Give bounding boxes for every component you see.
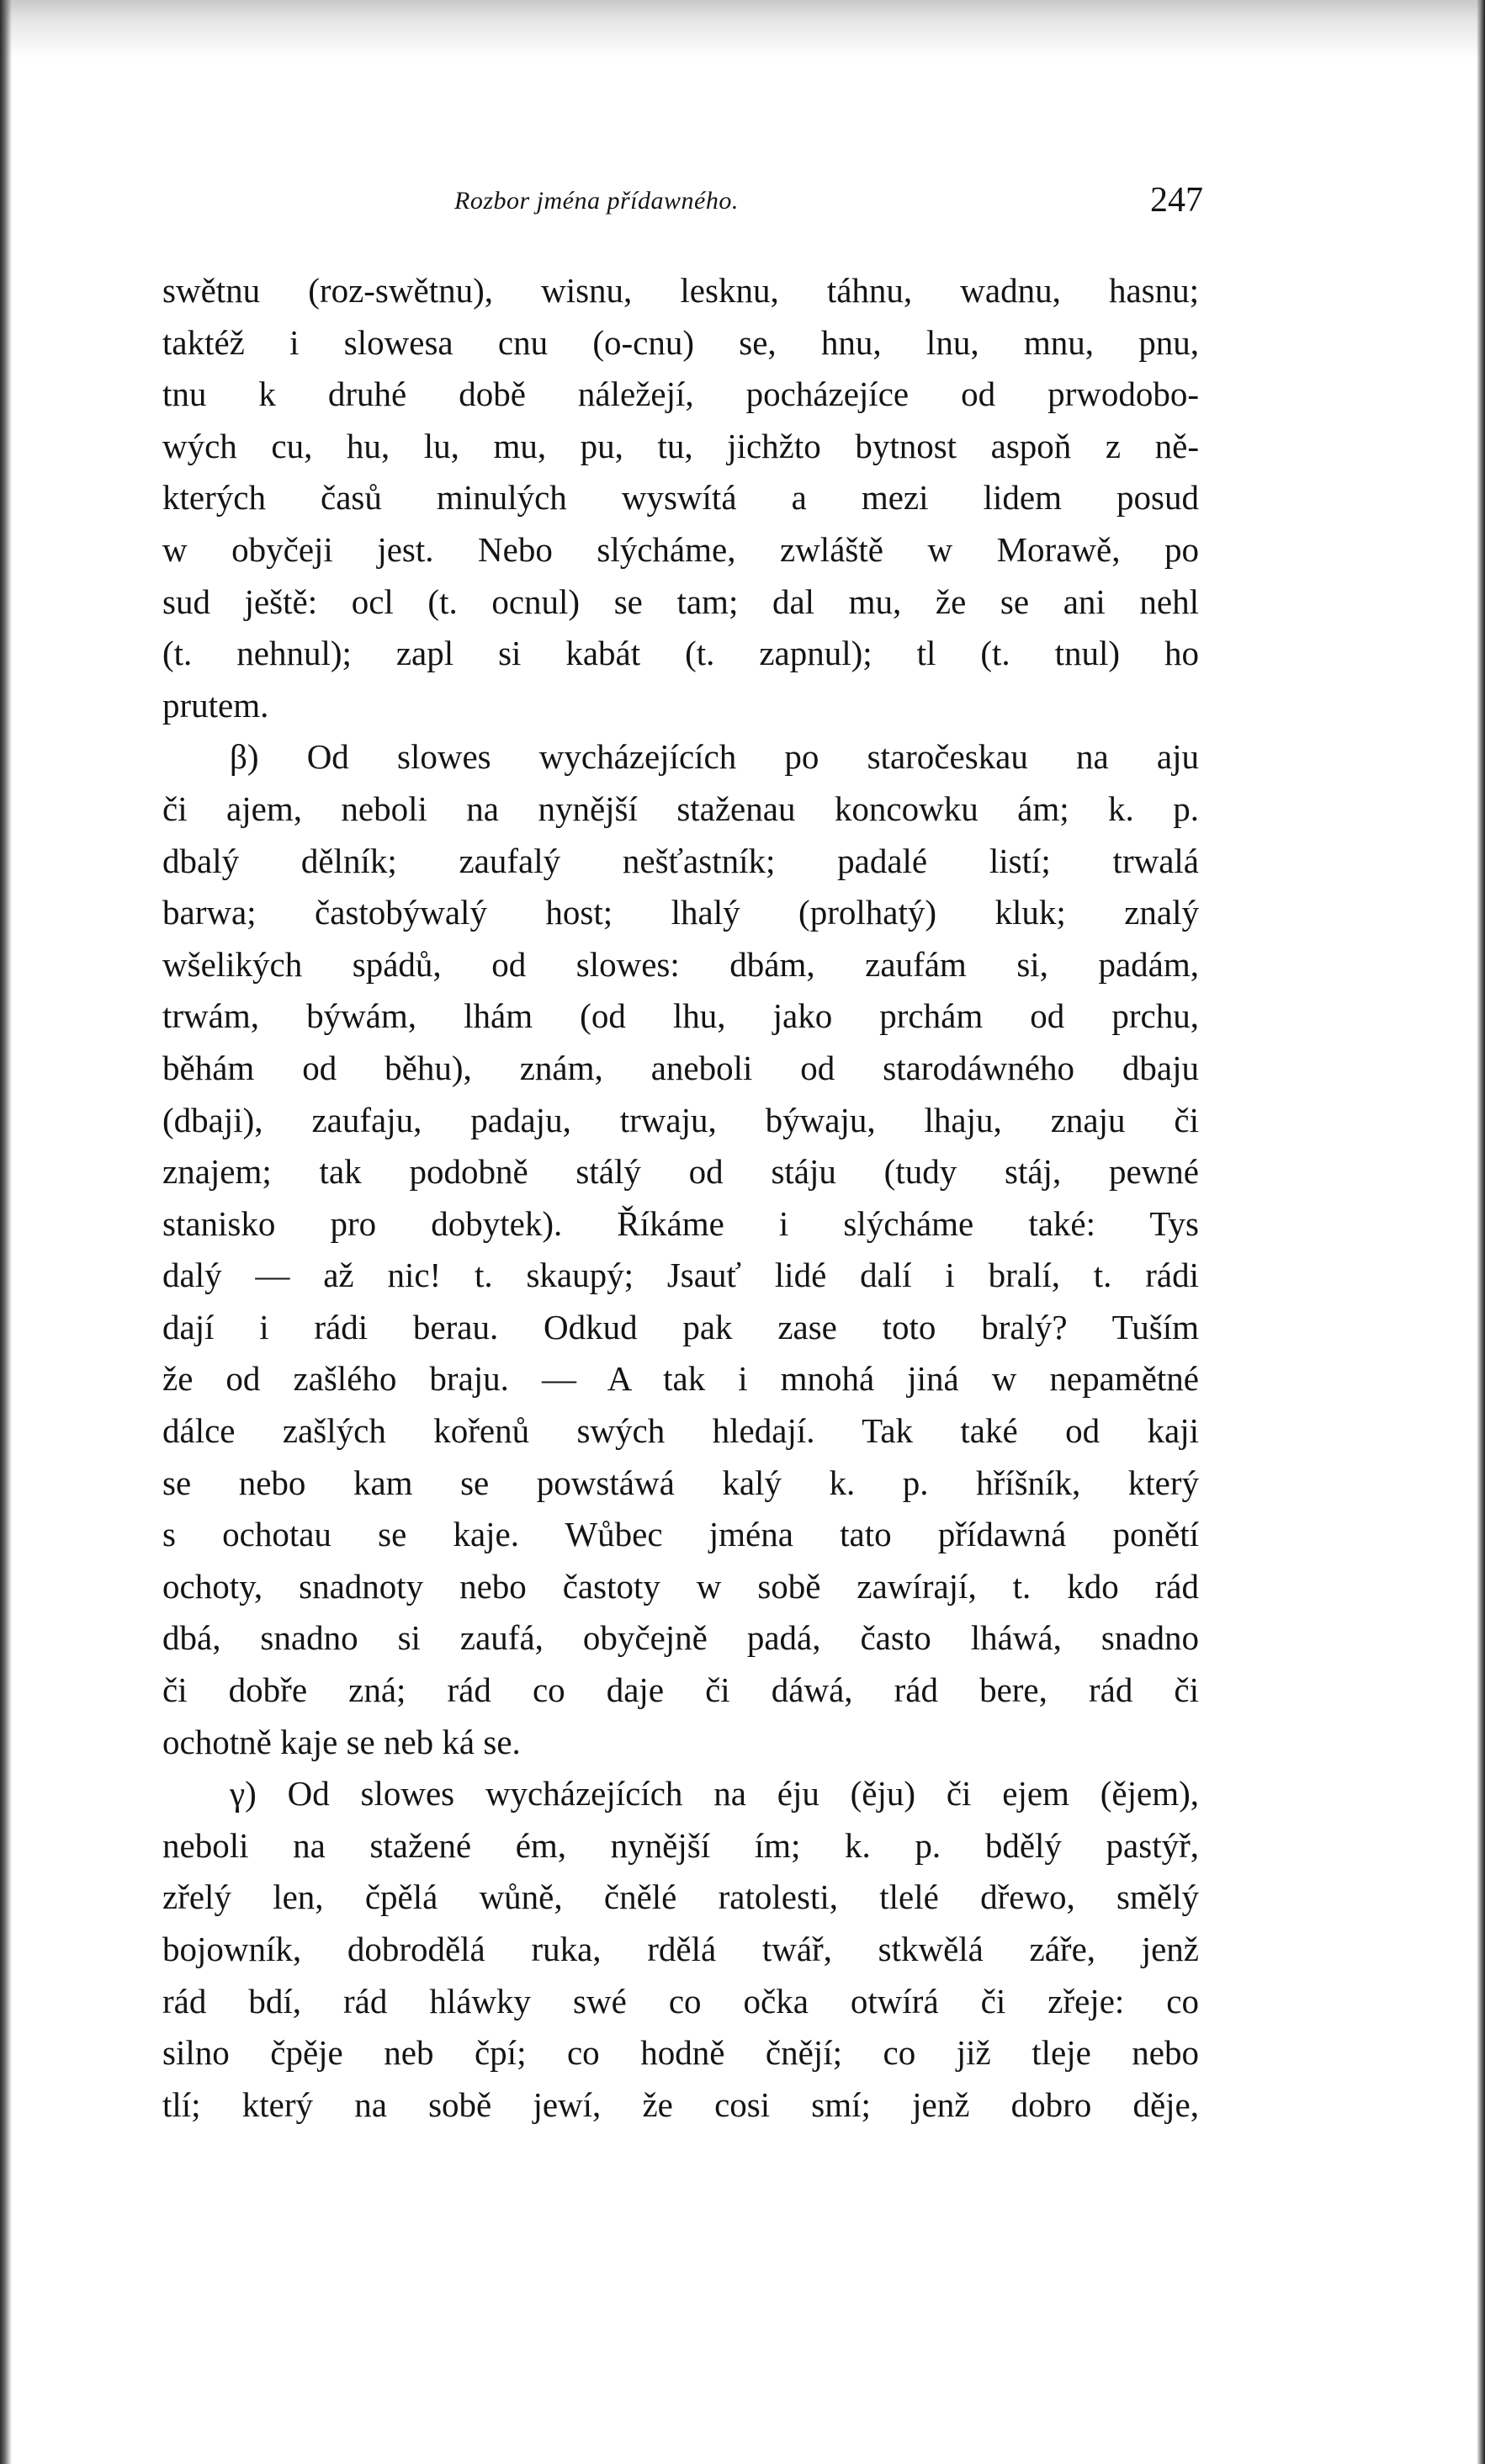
scan-left-edge (0, 0, 12, 2464)
text-line: bojowník, dobrodělá ruka, rdělá twář, stkwělá záře, jenž (162, 1930, 1199, 1968)
text-line: trwám, býwám, lhám (od lhu, jako prchám od prchu, (162, 996, 1199, 1036)
text-line: sud ještě: ocl (t. ocnul) se tam; dal mu, že se ani nehl (162, 581, 1199, 621)
text-line: (t. nehnul); zapl si kabát (t. zapnul); tl (t. tnul) ho (162, 634, 1199, 673)
text-line: že od zašlého braju. — A tak i mnohá jiná w nepamětné (162, 1359, 1199, 1399)
text-line: dálce zašlých kořenů swých hledají. Tak také od kaji (162, 1411, 1199, 1451)
text-line: dalý — až nic! t. skaupý; Jsauť lidé dalí i bralí, t. rádi (162, 1256, 1199, 1295)
text-line: neboli na stažené ém, nynější ím; k. p. bdělý pastýř, (162, 1825, 1199, 1865)
text-line: β) Od slowes wycházejících po staročeskau na aju (230, 737, 1199, 777)
text-line: dbalý dělník; zaufalý nešťastník; padalé listí; trwalá (162, 841, 1199, 880)
text-line: (dbaji), zaufaju, padaju, trwaju, býwaju, lhaju, znaju či (162, 1100, 1199, 1139)
text-line: s ochotau se kaje. Wůbec jména tato přídawná ponětí (162, 1515, 1199, 1554)
text-line: barwa; častobýwalý host; lhalý (prolhatý) kluk; znalý (162, 893, 1199, 932)
text-line: či dobře zná; rád co daje či dáwá, rád bere, rád či (162, 1670, 1199, 1710)
text-line: kterých časů minulých wyswítá a mezi lidem posud (162, 478, 1199, 518)
text-line: dbá, snadno si zaufá, obyčejně padá, často lháwá, snadno (162, 1618, 1199, 1658)
body-text (162, 265, 1199, 2131)
text-line: silno čpěje neb čpí; co hodně čnějí; co již tleje nebo (162, 2033, 1199, 2073)
scan-top-shadow (0, 0, 1485, 59)
scan-right-edge (1477, 0, 1485, 2464)
text-line: zřelý len, čpělá wůně, čnělé ratolesti, tlelé dřewo, smělý (162, 1877, 1199, 1917)
text-line: ochoty, snadnoty nebo častoty w sobě zawírají, t. kdo rád (162, 1566, 1199, 1606)
text-line: γ) Od slowes wycházejících na éju (ěju) či ejem (ějem), (230, 1774, 1199, 1813)
text-line: rád bdí, rád hláwky swé co očka otwírá či zřeje: co (162, 1981, 1199, 2021)
text-line: tlí; který na sobě jewí, že cosi smí; jenž dobro děje, (162, 2084, 1199, 2124)
text-line: w obyčeji jest. Nebo slýcháme, zwláště w Morawě, po (162, 529, 1199, 569)
text-line: ochotně kaje se neb ká se. (162, 1722, 521, 1761)
text-line: wých cu, hu, lu, mu, pu, tu, jichžto bytnost aspoň z ně- (162, 426, 1199, 465)
text-line: či ajem, neboli na nynější staženau koncowku ám; k. p. (162, 789, 1199, 828)
text-line: znajem; tak podobně stálý od stáju (tudy stáj, pewné (162, 1152, 1199, 1192)
text-line: se nebo kam se powstáwá kalý k. p. hříšník, který (162, 1463, 1199, 1502)
text-line: prutem. (162, 685, 269, 725)
running-head: Rozbor jména přídawného. (454, 187, 739, 215)
text-line: dají i rádi berau. Odkud pak zase toto bralý? Tuším (162, 1307, 1199, 1346)
text-line: wšelikých spádů, od slowes: dbám, zaufám si, padám, (162, 944, 1199, 984)
text-line: tnu k druhé době náležejí, pocházejíce od prwodobo- (162, 374, 1199, 414)
text-line: stanisko pro dobytek). Říkáme i slýcháme také: Tys (162, 1203, 1199, 1243)
text-line: běhám od běhu), znám, aneboli od starodáwného dbaju (162, 1048, 1199, 1087)
text-line: swětnu (roz-swětnu), wisnu, lesknu, táhnu, wadnu, hasnu; (162, 271, 1199, 310)
page-number: 247 (1150, 181, 1203, 220)
text-line: taktéž i slowesa cnu (o-cnu) se, hnu, lnu, mnu, pnu, (162, 322, 1199, 362)
